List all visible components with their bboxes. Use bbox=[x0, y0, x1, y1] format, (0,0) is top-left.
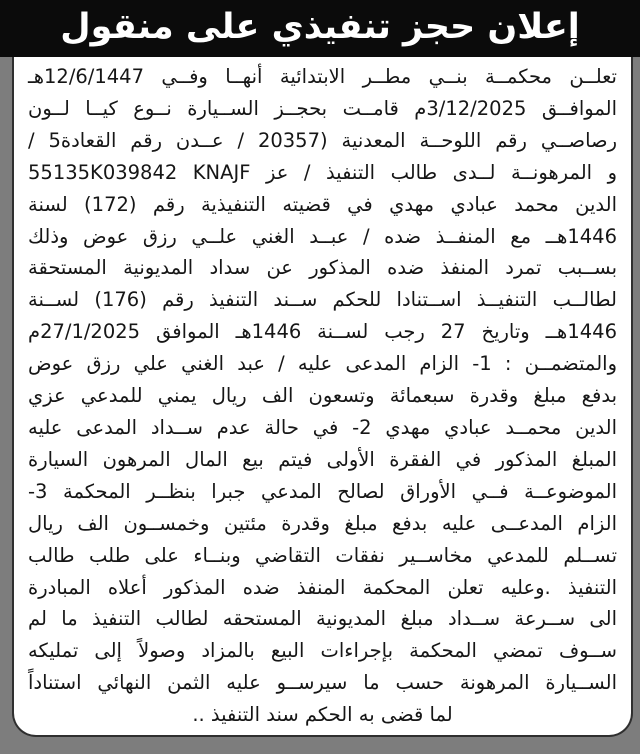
notice-text-line: 55135K039842 KNAJF و المرهونــة لــدى طالب التنفيذ / عز bbox=[28, 160, 617, 184]
notice-text-line: المبلغ المذكور في الفقرة الأولى فيتم بيع المال المرهون السيارة bbox=[28, 447, 617, 471]
notice-text-line: 1446هــ وتاريخ 27 رجب لســنة 1446هـ الموافق 27/1/2025م bbox=[28, 320, 617, 344]
notice-text-line: الى ســرعة ســداد مبلغ المديونية المستحقه لطالب التنفيذ ما لم bbox=[28, 607, 617, 631]
notice-body bbox=[12, 57, 633, 737]
notice-text-line: رصاصــي رقم اللوحــة المعدنية (20357 / عــدن رقم القعادة5 / bbox=[28, 128, 617, 152]
notice-text-line: والمتضمــن : 1- الزام المدعى عليه / عبد الغني علي رزق عوض bbox=[28, 352, 617, 376]
notice-text-line: الزام المدعــى عليه بدفع مبلغ وقدرة مئتين وخمســون الف ريال bbox=[28, 511, 617, 535]
notice-text-line: الســيارة المرهونة حسب ما سيرســو عليه الثمن النهائي استناداً bbox=[28, 671, 617, 695]
notice-text-line: لطالــب التنفيــذ اســتنادا للحكم ســند التنفيذ رقم (176) لســنة bbox=[28, 288, 617, 312]
notice-text-line: الدين محمد عبادي مهدي في قضيته التنفيذية رقم (172) لسنة bbox=[28, 192, 618, 216]
notice-title-bar bbox=[0, 0, 640, 57]
notice-title: إعلان حجز تنفيذي على منقول bbox=[60, 6, 580, 47]
notice-text-line: بدفع مبلغ وقدرة سبعمائة وتسعون الف ريال يمني للمدعي عزي bbox=[28, 384, 617, 408]
notice-text-line: لما قضى به الحكم سند التنفيذ .. bbox=[192, 703, 453, 727]
notice-text-line: تعلــن محكمــة بنــي مطــر الابتدائية أنهــا وفــي 12/6/1447هـ bbox=[28, 65, 617, 88]
notice-text-line: التنفيذ .وعليه تعلن المحكمة المنفذ ضده المذكور أعلاه المبادرة bbox=[28, 575, 617, 599]
notice-text-line: الموضوعــة فــي الأوراق لصالح المدعي جبرا بنظــر المحكمة 3- bbox=[28, 479, 617, 503]
notice-text-line: تســلم للمدعي مخاســير نفقات التقاضي وبنــاء على طلب طالب bbox=[28, 543, 617, 567]
notice-text-line: ســوف تمضي المحكمة بإجراءات البيع بالمزاد وصولاً إلى تمليكه bbox=[28, 639, 617, 663]
notice-text-line: بســبب تمرد المنفذ ضده المذكور عن سداد المديونية المستحقة bbox=[28, 256, 617, 280]
notice-text-line: الموافــق 3/12/2025م قامــت بحجــز الســيارة نــوع كيــا لــون bbox=[28, 96, 617, 120]
notice-text-line: الدين محمــد عبادي مهدي 2- في حالة عدم ســداد المدعى عليه bbox=[28, 415, 617, 439]
notice-text-line: 1446هــ مع المنفــذ ضده / عبــد الغني علــي رزق عوض وذلك bbox=[28, 224, 617, 248]
